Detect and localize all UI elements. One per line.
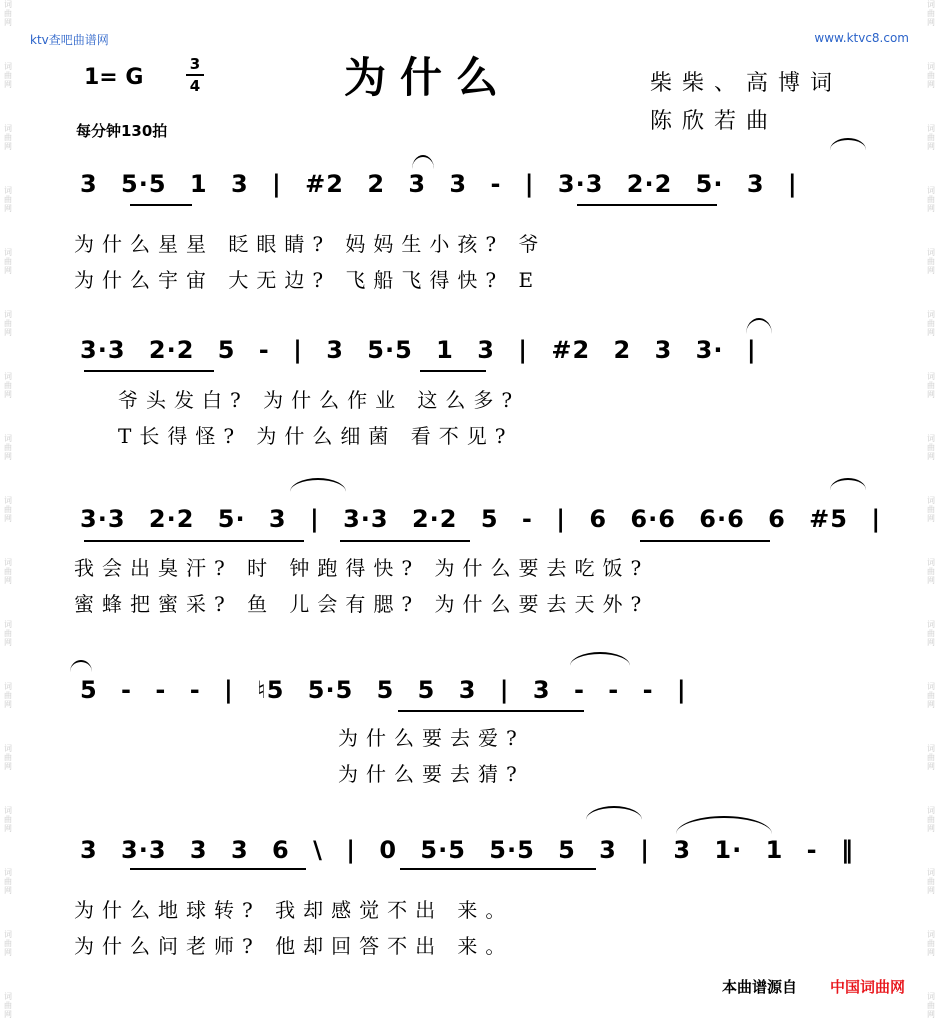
- side-watermark-text: 词 曲 网: [4, 744, 12, 771]
- eighth-underline: [577, 204, 717, 206]
- eighth-underline: [340, 540, 470, 542]
- left-watermark-strip: [0, 0, 16, 1023]
- side-watermark-text: 词 曲 网: [927, 0, 935, 27]
- notation-text: 5 - - - | ♮5 5·5 5 5 3 | 3 - - - |: [80, 676, 687, 704]
- side-watermark-text: 词 曲 网: [927, 372, 935, 399]
- tie-arc: [746, 318, 772, 334]
- eighth-underline: [84, 370, 214, 372]
- lyric-line-1a: 为什么星星 眨眼睛? 妈妈生小孩? 爷: [74, 232, 547, 256]
- tie-arc: [412, 155, 434, 169]
- right-watermark-strip: [923, 0, 939, 1023]
- side-watermark-text: 词 曲 网: [927, 248, 935, 275]
- tie-arc: [830, 478, 866, 490]
- eighth-underline: [420, 370, 486, 372]
- time-top: 3: [189, 55, 201, 73]
- notation-line-5: [80, 836, 870, 864]
- side-watermark-text: 词 曲 网: [927, 930, 935, 957]
- side-watermark-text: 词 曲 网: [4, 558, 12, 585]
- side-watermark-text: 词 曲 网: [4, 434, 12, 461]
- lyric-line-2a: 爷头发白? 为什么作业 这么多?: [118, 388, 521, 412]
- lyricist-credit: 柴柴、高博词: [650, 71, 843, 96]
- notation-line-1: [80, 170, 870, 198]
- lyric-line-5b: 为什么问老师? 他却回答不出 来。: [74, 934, 514, 958]
- side-watermark-text: 词 曲 网: [4, 620, 12, 647]
- side-watermark-text: 词 曲 网: [4, 496, 12, 523]
- notation-text: 3 5·5 1 3 | #2 2 3 3 - | 3·3 2·2 5· 3 |: [80, 170, 798, 198]
- side-watermark-text: 词 曲 网: [4, 806, 12, 833]
- notation-text: 3·3 2·2 5· 3 | 3·3 2·2 5 - | 6 6·6 6·6 6 #5 |: [80, 505, 882, 533]
- key-signature: 1= G: [84, 65, 144, 90]
- side-watermark-text: 词 曲 网: [927, 682, 935, 709]
- eighth-underline: [640, 540, 770, 542]
- side-watermark-text: 词 曲 网: [927, 186, 935, 213]
- notation-line-2: [80, 336, 870, 364]
- time-signature: [186, 55, 204, 95]
- time-bottom: 4: [189, 77, 201, 95]
- side-watermark-text: 词 曲 网: [4, 124, 12, 151]
- notation-text: 3·3 2·2 5 - | 3 5·5 1 3 | #2 2 3 3· |: [80, 336, 757, 364]
- side-watermark-text: 词 曲 网: [4, 248, 12, 275]
- side-watermark-text: 词 曲 网: [4, 310, 12, 337]
- side-watermark-text: 词 曲 网: [4, 0, 12, 27]
- notation-line-4: [80, 676, 870, 704]
- tie-arc: [586, 806, 642, 820]
- lyric-line-3a: 我会出臭汗? 时 钟跑得快? 为什么要去吃饭?: [74, 556, 650, 580]
- lyric-line-5a: 为什么地球转? 我却感觉不出 来。: [74, 898, 514, 922]
- lyric-line-1b: 为什么宇宙 大无边? 飞船飞得快? E: [74, 268, 542, 292]
- side-watermark-text: 词 曲 网: [4, 930, 12, 957]
- side-watermark-text: 词 曲 网: [927, 434, 935, 461]
- side-watermark-text: 词 曲 网: [927, 124, 935, 151]
- footer-source-site[interactable]: 中国词曲网: [829, 978, 905, 996]
- composer-credit: 陈欣若曲: [650, 109, 779, 134]
- page-title: 为什么: [344, 53, 513, 102]
- tie-arc: [290, 478, 346, 492]
- eighth-underline: [398, 710, 584, 712]
- lyric-line-3b: 蜜蜂把蜜采? 鱼 儿会有腮? 为什么要去天外?: [74, 592, 650, 616]
- tie-arc: [676, 816, 772, 834]
- watermark-right: www.ktvc8.com: [814, 31, 909, 45]
- notation-line-3: [80, 505, 882, 533]
- side-watermark-text: 词 曲 网: [927, 62, 935, 89]
- tie-arc: [70, 660, 92, 672]
- side-watermark-text: 词 曲 网: [927, 620, 935, 647]
- side-watermark-text: 词 曲 网: [927, 496, 935, 523]
- side-watermark-text: 词 曲 网: [927, 992, 935, 1019]
- eighth-underline: [130, 868, 306, 870]
- tempo-marking: 每分钟130拍: [76, 122, 168, 140]
- side-watermark-text: 词 曲 网: [4, 62, 12, 89]
- lyric-line-4b: 为什么要去猜?: [338, 762, 525, 786]
- side-watermark-text: 词 曲 网: [4, 186, 12, 213]
- eighth-underline: [400, 868, 596, 870]
- side-watermark-text: 词 曲 网: [927, 310, 935, 337]
- side-watermark-text: 词 曲 网: [4, 992, 12, 1019]
- side-watermark-text: 词 曲 网: [4, 372, 12, 399]
- side-watermark-text: 词 曲 网: [927, 868, 935, 895]
- lyric-line-4a: 为什么要去爱?: [338, 726, 525, 750]
- notation-text: 3 3·3 3 3 6 \ | 0 5·5 5·5 5 3 | 3 1· 1 - ‖: [80, 836, 854, 864]
- side-watermark-text: 词 曲 网: [927, 744, 935, 771]
- watermark-left: ktv查吧曲谱网: [30, 33, 109, 47]
- side-watermark-text: 词 曲 网: [927, 558, 935, 585]
- side-watermark-text: 词 曲 网: [4, 868, 12, 895]
- side-watermark-text: 词 曲 网: [4, 682, 12, 709]
- eighth-underline: [84, 540, 304, 542]
- side-watermark-text: 词 曲 网: [927, 806, 935, 833]
- tie-arc: [830, 138, 866, 150]
- lyric-line-2b: T长得怪? 为什么细菌 看不见?: [118, 424, 514, 448]
- eighth-underline: [130, 204, 192, 206]
- footer-source-label: 本曲谱源自: [721, 978, 797, 996]
- tie-arc: [570, 652, 630, 666]
